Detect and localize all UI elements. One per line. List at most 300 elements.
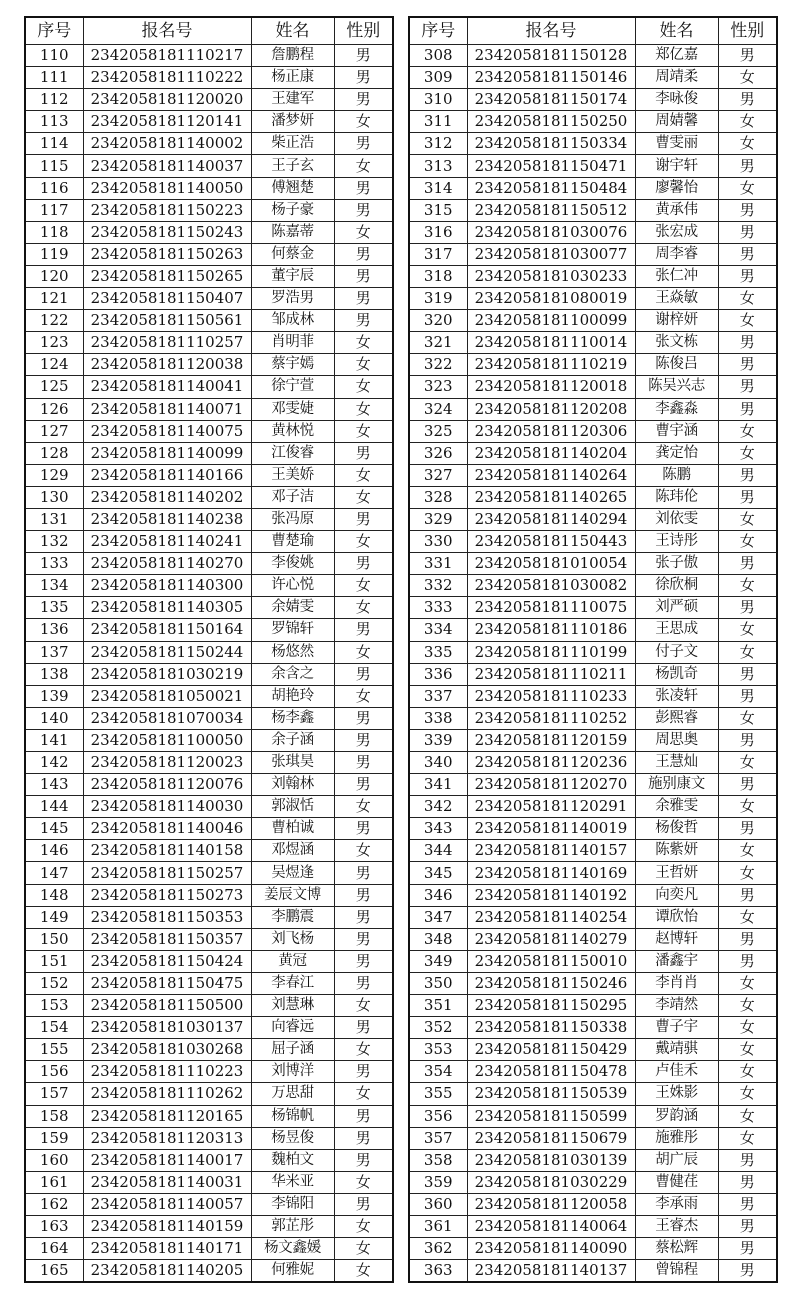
reg-no-cell: 2342058181140017	[83, 1149, 251, 1171]
table-row	[409, 774, 777, 796]
gender-cell: 男	[718, 354, 777, 376]
reg-no-cell: 2342058181030219	[83, 663, 251, 685]
seq-cell: 362	[409, 1238, 467, 1260]
reg-no-cell: 2342058181110252	[467, 707, 635, 729]
reg-no-cell: 2342058181120020	[83, 89, 251, 111]
table-row	[409, 553, 777, 575]
name-cell: 龚定怡	[635, 442, 718, 464]
reg-no-cell: 2342058181150484	[467, 177, 635, 199]
header-gender: 性别	[718, 17, 777, 45]
header-seq: 序号	[409, 17, 467, 45]
table-row	[25, 199, 393, 221]
table-row	[25, 288, 393, 310]
gender-cell: 男	[718, 663, 777, 685]
name-cell: 陈吴兴志	[635, 376, 718, 398]
table-row	[25, 243, 393, 265]
name-cell: 潘鑫宇	[635, 950, 718, 972]
gender-cell: 女	[334, 376, 393, 398]
gender-cell: 男	[334, 89, 393, 111]
table-row	[409, 1083, 777, 1105]
gender-cell: 女	[718, 310, 777, 332]
seq-cell: 164	[25, 1238, 83, 1260]
table-row	[25, 707, 393, 729]
table-row	[409, 177, 777, 199]
table-row	[409, 1193, 777, 1215]
name-cell: 刘飞杨	[251, 928, 334, 950]
gender-cell: 男	[718, 818, 777, 840]
table-row	[25, 376, 393, 398]
gender-cell: 男	[718, 1215, 777, 1237]
seq-cell: 324	[409, 398, 467, 420]
reg-no-cell: 2342058181120038	[83, 354, 251, 376]
seq-cell: 117	[25, 199, 83, 221]
seq-cell: 118	[25, 221, 83, 243]
name-cell: 江俊睿	[251, 442, 334, 464]
reg-no-cell: 2342058181150146	[467, 67, 635, 89]
reg-no-cell: 2342058181110217	[83, 45, 251, 67]
seq-cell: 147	[25, 862, 83, 884]
seq-cell: 130	[25, 486, 83, 508]
seq-cell: 332	[409, 575, 467, 597]
gender-cell: 男	[718, 45, 777, 67]
table-row	[409, 111, 777, 133]
seq-cell: 352	[409, 1017, 467, 1039]
table-row	[25, 486, 393, 508]
table-row	[25, 995, 393, 1017]
gender-cell: 女	[718, 1127, 777, 1149]
name-cell: 杨文鑫媛	[251, 1238, 334, 1260]
name-cell: 王建军	[251, 89, 334, 111]
seq-cell: 159	[25, 1127, 83, 1149]
seq-cell: 158	[25, 1105, 83, 1127]
name-cell: 李鑫淼	[635, 398, 718, 420]
name-cell: 黄林悦	[251, 420, 334, 442]
table-row	[409, 597, 777, 619]
gender-cell: 男	[334, 663, 393, 685]
name-cell: 余含之	[251, 663, 334, 685]
table-row	[409, 1215, 777, 1237]
gender-cell: 男	[718, 89, 777, 111]
reg-no-cell: 2342058181140030	[83, 796, 251, 818]
reg-no-cell: 2342058181110199	[467, 641, 635, 663]
name-cell: 张琪昊	[251, 752, 334, 774]
reg-no-cell: 2342058181140099	[83, 442, 251, 464]
reg-no-cell: 2342058181110257	[83, 332, 251, 354]
table-row	[25, 906, 393, 928]
reg-no-cell: 2342058181150357	[83, 928, 251, 950]
name-cell: 何蔡金	[251, 243, 334, 265]
name-cell: 杨悠然	[251, 641, 334, 663]
name-cell: 郭淑恬	[251, 796, 334, 818]
table-row	[25, 729, 393, 751]
table-row	[409, 1238, 777, 1260]
reg-no-cell: 2342058181140279	[467, 928, 635, 950]
seq-cell: 136	[25, 619, 83, 641]
gender-cell: 女	[718, 442, 777, 464]
name-cell: 廖馨怡	[635, 177, 718, 199]
gender-cell: 女	[718, 707, 777, 729]
name-cell: 肖明菲	[251, 332, 334, 354]
table-row	[409, 685, 777, 707]
reg-no-cell: 2342058181110075	[467, 597, 635, 619]
name-cell: 谢宇轩	[635, 155, 718, 177]
table-row	[409, 862, 777, 884]
gender-cell: 女	[718, 420, 777, 442]
gender-cell: 男	[718, 243, 777, 265]
name-cell: 向睿远	[251, 1017, 334, 1039]
name-cell: 黄冠	[251, 950, 334, 972]
name-cell: 谭欣怡	[635, 906, 718, 928]
seq-cell: 363	[409, 1260, 467, 1283]
reg-no-cell: 2342058181110014	[467, 332, 635, 354]
header-name: 姓名	[251, 17, 334, 45]
seq-cell: 333	[409, 597, 467, 619]
seq-cell: 123	[25, 332, 83, 354]
table-row	[25, 1238, 393, 1260]
gender-cell: 女	[718, 1017, 777, 1039]
seq-cell: 329	[409, 508, 467, 530]
gender-cell: 女	[334, 111, 393, 133]
reg-no-cell: 2342058181150443	[467, 531, 635, 553]
reg-no-cell: 2342058181120023	[83, 752, 251, 774]
name-cell: 罗锦轩	[251, 619, 334, 641]
reg-no-cell: 2342058181150334	[467, 133, 635, 155]
reg-no-cell: 2342058181150407	[83, 288, 251, 310]
table-row	[25, 332, 393, 354]
table-row	[25, 752, 393, 774]
seq-cell: 308	[409, 45, 467, 67]
seq-cell: 323	[409, 376, 467, 398]
gender-cell: 女	[334, 531, 393, 553]
table-row	[25, 89, 393, 111]
table-row	[25, 840, 393, 862]
seq-cell: 160	[25, 1149, 83, 1171]
reg-no-cell: 2342058181030139	[467, 1149, 635, 1171]
seq-cell: 310	[409, 89, 467, 111]
seq-cell: 340	[409, 752, 467, 774]
gender-cell: 女	[718, 752, 777, 774]
seq-cell: 335	[409, 641, 467, 663]
seq-cell: 321	[409, 332, 467, 354]
table-row	[409, 619, 777, 641]
gender-cell: 女	[334, 1039, 393, 1061]
seq-cell: 350	[409, 972, 467, 994]
gender-cell: 男	[334, 774, 393, 796]
table-row	[25, 354, 393, 376]
seq-cell: 137	[25, 641, 83, 663]
reg-no-cell: 2342058181110223	[83, 1061, 251, 1083]
table-row	[25, 310, 393, 332]
name-cell: 曹柏诚	[251, 818, 334, 840]
seq-cell: 345	[409, 862, 467, 884]
name-cell: 杨李鑫	[251, 707, 334, 729]
gender-cell: 男	[334, 1127, 393, 1149]
name-cell: 黄承伟	[635, 199, 718, 221]
seq-cell: 316	[409, 221, 467, 243]
table-row	[409, 995, 777, 1017]
seq-cell: 148	[25, 884, 83, 906]
seq-cell: 320	[409, 310, 467, 332]
table-row	[25, 663, 393, 685]
name-cell: 王美娇	[251, 464, 334, 486]
seq-cell: 317	[409, 243, 467, 265]
gender-cell: 男	[718, 1193, 777, 1215]
name-cell: 胡广辰	[635, 1149, 718, 1171]
name-cell: 向奕凡	[635, 884, 718, 906]
reg-no-cell: 2342058181140166	[83, 464, 251, 486]
table-row	[409, 641, 777, 663]
gender-cell: 女	[718, 995, 777, 1017]
reg-no-cell: 2342058181140159	[83, 1215, 251, 1237]
gender-cell: 男	[718, 1260, 777, 1283]
reg-no-cell: 2342058181150500	[83, 995, 251, 1017]
gender-cell: 男	[718, 221, 777, 243]
reg-no-cell: 2342058181150164	[83, 619, 251, 641]
gender-cell: 男	[334, 508, 393, 530]
reg-no-cell: 2342058181140157	[467, 840, 635, 862]
table-row	[409, 199, 777, 221]
name-cell: 刘翰林	[251, 774, 334, 796]
table-row	[409, 243, 777, 265]
table-row	[409, 752, 777, 774]
reg-no-cell: 2342058181050021	[83, 685, 251, 707]
gender-cell: 女	[334, 597, 393, 619]
reg-no-cell: 2342058181070034	[83, 707, 251, 729]
gender-cell: 女	[718, 1039, 777, 1061]
gender-cell: 男	[334, 553, 393, 575]
seq-cell: 343	[409, 818, 467, 840]
gender-cell: 男	[718, 265, 777, 287]
name-cell: 罗浩男	[251, 288, 334, 310]
reg-no-cell: 2342058181110222	[83, 67, 251, 89]
seq-cell: 342	[409, 796, 467, 818]
table-row	[409, 1127, 777, 1149]
name-cell: 曹楚瑜	[251, 531, 334, 553]
reg-no-cell: 2342058181140202	[83, 486, 251, 508]
reg-no-cell: 2342058181140300	[83, 575, 251, 597]
seq-cell: 349	[409, 950, 467, 972]
seq-cell: 151	[25, 950, 83, 972]
gender-cell: 女	[334, 641, 393, 663]
reg-no-cell: 2342058181140064	[467, 1215, 635, 1237]
seq-cell: 348	[409, 928, 467, 950]
seq-cell: 133	[25, 553, 83, 575]
reg-no-cell: 2342058181030268	[83, 1039, 251, 1061]
reg-no-cell: 2342058181150471	[467, 155, 635, 177]
gender-cell: 女	[718, 862, 777, 884]
name-cell: 郑亿嘉	[635, 45, 718, 67]
seq-cell: 330	[409, 531, 467, 553]
gender-cell: 男	[718, 1238, 777, 1260]
gender-cell: 男	[334, 45, 393, 67]
reg-no-cell: 2342058181150244	[83, 641, 251, 663]
name-cell: 陈玮伦	[635, 486, 718, 508]
seq-cell: 358	[409, 1149, 467, 1171]
seq-cell: 143	[25, 774, 83, 796]
gender-cell: 男	[718, 928, 777, 950]
reg-no-cell: 2342058181080019	[467, 288, 635, 310]
seq-cell: 128	[25, 442, 83, 464]
table-row	[409, 442, 777, 464]
gender-cell: 女	[718, 1061, 777, 1083]
reg-no-cell: 2342058181110262	[83, 1083, 251, 1105]
gender-cell: 女	[334, 1083, 393, 1105]
table-row	[409, 1260, 777, 1283]
table-row	[25, 641, 393, 663]
name-cell: 曾锦程	[635, 1260, 718, 1283]
table-row	[409, 972, 777, 994]
table-row	[409, 67, 777, 89]
table-row	[25, 221, 393, 243]
name-cell: 杨凯奇	[635, 663, 718, 685]
seq-cell: 153	[25, 995, 83, 1017]
name-cell: 王焱敏	[635, 288, 718, 310]
reg-no-cell: 2342058181150561	[83, 310, 251, 332]
reg-no-cell: 2342058181140270	[83, 553, 251, 575]
table-row	[25, 442, 393, 464]
reg-no-cell: 2342058181030233	[467, 265, 635, 287]
table-row	[25, 1105, 393, 1127]
gender-cell: 男	[718, 597, 777, 619]
seq-cell: 337	[409, 685, 467, 707]
gender-cell: 女	[718, 575, 777, 597]
name-cell: 曹宇涵	[635, 420, 718, 442]
gender-cell: 女	[334, 796, 393, 818]
name-cell: 彭熙睿	[635, 707, 718, 729]
name-cell: 张仁冲	[635, 265, 718, 287]
gender-cell: 女	[718, 906, 777, 928]
name-cell: 万思甜	[251, 1083, 334, 1105]
gender-cell: 女	[334, 486, 393, 508]
reg-no-cell: 2342058181120306	[467, 420, 635, 442]
reg-no-cell: 2342058181120208	[467, 398, 635, 420]
table-row	[409, 288, 777, 310]
gender-cell: 女	[334, 332, 393, 354]
reg-no-cell: 2342058181120076	[83, 774, 251, 796]
seq-cell: 129	[25, 464, 83, 486]
seq-cell: 134	[25, 575, 83, 597]
reg-no-cell: 2342058181140254	[467, 906, 635, 928]
gender-cell: 男	[334, 906, 393, 928]
reg-no-cell: 2342058181120018	[467, 376, 635, 398]
gender-cell: 男	[718, 884, 777, 906]
reg-no-cell: 2342058181150250	[467, 111, 635, 133]
reg-no-cell: 2342058181150539	[467, 1083, 635, 1105]
gender-cell: 女	[718, 508, 777, 530]
name-cell: 李鹏震	[251, 906, 334, 928]
gender-cell: 男	[718, 376, 777, 398]
reg-no-cell: 2342058181120236	[467, 752, 635, 774]
name-cell: 余婧雯	[251, 597, 334, 619]
gender-cell: 男	[718, 729, 777, 751]
seq-cell: 132	[25, 531, 83, 553]
gender-cell: 女	[334, 420, 393, 442]
seq-cell: 311	[409, 111, 467, 133]
table-row	[409, 221, 777, 243]
seq-cell: 140	[25, 707, 83, 729]
table-row	[25, 553, 393, 575]
table-row	[409, 1105, 777, 1127]
gender-cell: 男	[334, 729, 393, 751]
table-row	[409, 1171, 777, 1193]
gender-cell: 女	[334, 155, 393, 177]
name-cell: 付子文	[635, 641, 718, 663]
table-row	[25, 1061, 393, 1083]
header-row	[25, 17, 393, 45]
reg-no-cell: 2342058181140238	[83, 508, 251, 530]
table-row	[409, 89, 777, 111]
gender-cell: 女	[718, 796, 777, 818]
reg-no-cell: 2342058181140057	[83, 1193, 251, 1215]
name-cell: 周婧馨	[635, 111, 718, 133]
name-cell: 柴正浩	[251, 133, 334, 155]
reg-no-cell: 2342058181140041	[83, 376, 251, 398]
gender-cell: 女	[334, 995, 393, 1017]
seq-cell: 314	[409, 177, 467, 199]
table-row	[409, 818, 777, 840]
seq-cell: 114	[25, 133, 83, 155]
table-row	[25, 45, 393, 67]
gender-cell: 女	[334, 1171, 393, 1193]
reg-no-cell: 2342058181110186	[467, 619, 635, 641]
seq-cell: 359	[409, 1171, 467, 1193]
name-cell: 傅翘楚	[251, 177, 334, 199]
table-row	[409, 310, 777, 332]
name-cell: 许心悦	[251, 575, 334, 597]
gender-cell: 女	[718, 972, 777, 994]
table-row	[409, 45, 777, 67]
seq-cell: 165	[25, 1260, 83, 1283]
gender-cell: 女	[334, 840, 393, 862]
name-cell: 邹成林	[251, 310, 334, 332]
header-reg-no: 报名号	[83, 17, 251, 45]
table-row	[25, 1039, 393, 1061]
gender-cell: 男	[334, 1149, 393, 1171]
table-row	[409, 464, 777, 486]
reg-no-cell: 2342058181110219	[467, 354, 635, 376]
gender-cell: 男	[334, 265, 393, 287]
table-row	[409, 1149, 777, 1171]
gender-cell: 女	[334, 1215, 393, 1237]
table-row	[25, 67, 393, 89]
seq-cell: 135	[25, 597, 83, 619]
gender-cell: 男	[718, 685, 777, 707]
gender-cell: 男	[334, 707, 393, 729]
seq-cell: 138	[25, 663, 83, 685]
name-cell: 王哲妍	[635, 862, 718, 884]
gender-cell: 女	[334, 464, 393, 486]
name-cell: 张宏成	[635, 221, 718, 243]
reg-no-cell: 2342058181150353	[83, 906, 251, 928]
gender-cell: 男	[334, 884, 393, 906]
name-cell: 董宇辰	[251, 265, 334, 287]
gender-cell: 男	[334, 972, 393, 994]
table-row	[25, 575, 393, 597]
table-row	[25, 818, 393, 840]
reg-no-cell: 2342058181110211	[467, 663, 635, 685]
reg-no-cell: 2342058181150246	[467, 972, 635, 994]
table-row	[25, 1127, 393, 1149]
name-cell: 余子涵	[251, 729, 334, 751]
table-row	[409, 707, 777, 729]
name-cell: 谢梓妍	[635, 310, 718, 332]
table-row	[25, 420, 393, 442]
table-row	[409, 840, 777, 862]
reg-no-cell: 2342058181140090	[467, 1238, 635, 1260]
table-row	[409, 354, 777, 376]
table-row	[25, 1149, 393, 1171]
reg-no-cell: 2342058181120165	[83, 1105, 251, 1127]
